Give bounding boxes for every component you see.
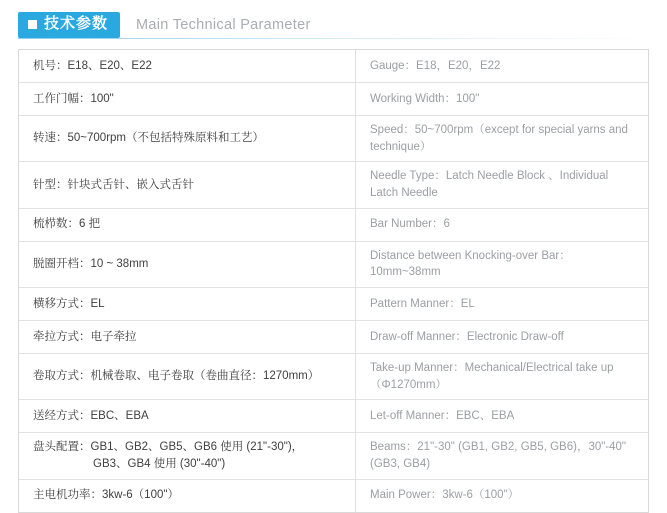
spec-label-cn-line2: GB3、GB4 使用 (30"-40") bbox=[93, 458, 226, 471]
page-title-cn: 技术参数 bbox=[44, 15, 109, 33]
spec-label-cn-multiline bbox=[19, 433, 356, 479]
spec-label-en: Speed：50~700rpm（except for special yarns and technique） bbox=[356, 116, 649, 162]
table-row bbox=[19, 50, 648, 83]
header-divider bbox=[18, 38, 649, 39]
table-row bbox=[19, 83, 648, 116]
spec-label-en: Gauge：E18，E20，E22 bbox=[356, 50, 649, 83]
spec-label-en: Pattern Manner：EL bbox=[356, 288, 649, 321]
spec-table-body bbox=[19, 50, 648, 512]
spec-label-cn: 横移方式：EL bbox=[19, 288, 356, 321]
spec-label-cn: 转速：50~700rpm（不包括特殊原料和工艺） bbox=[19, 116, 356, 162]
spec-label-cn: 针型：针块式舌针、嵌入式舌针 bbox=[19, 162, 356, 208]
spec-label-cn: 送经方式：EBC、EBA bbox=[19, 400, 356, 433]
spec-label-en: Draw-off Manner：Electronic Draw-off bbox=[356, 321, 649, 354]
table-row bbox=[19, 288, 648, 321]
spec-table bbox=[19, 50, 648, 513]
page-header bbox=[0, 0, 667, 40]
spec-label-cn: 机号：E18、E20、E22 bbox=[19, 50, 356, 83]
spec-label-cn: 卷取方式：机械卷取、电子卷取（卷曲直径：1270mm） bbox=[19, 354, 356, 400]
square-bullet-icon bbox=[28, 20, 37, 29]
spec-label-en: Distance between Knocking-over Bar：10mm~38mm bbox=[356, 241, 649, 287]
spec-label-cn: 主电机功率：3kw-6（100"） bbox=[19, 479, 356, 512]
spec-label-en: Beams：21"-30" (GB1, GB2, GB5, GB6)，30"-40" (GB3, GB4) bbox=[356, 433, 649, 479]
spec-label-en: Bar Number：6 bbox=[356, 208, 649, 241]
spec-label-cn: 工作门幅：100" bbox=[19, 83, 356, 116]
spec-label-cn: 牵拉方式：电子牵拉 bbox=[19, 321, 356, 354]
table-row bbox=[19, 162, 648, 208]
spec-label-cn: 脱圈开档：10 ~ 38mm bbox=[19, 241, 356, 287]
spec-label-en: Let-off Manner：EBC、EBA bbox=[356, 400, 649, 433]
spec-label-en: Take-up Manner：Mechanical/Electrical take up（Φ1270mm） bbox=[356, 354, 649, 400]
table-row bbox=[19, 354, 648, 400]
table-row bbox=[19, 321, 648, 354]
spec-label-en: Needle Type：Latch Needle Block 、Individual Latch Needle bbox=[356, 162, 649, 208]
spec-label-cn: 梳栉数：6 把 bbox=[19, 208, 356, 241]
spec-label-en: Working Width：100" bbox=[356, 83, 649, 116]
table-row bbox=[19, 479, 648, 512]
spec-label-en: Main Power：3kw-6（100"） bbox=[356, 479, 649, 512]
spec-table-container bbox=[18, 49, 649, 513]
spec-label-cn-lines bbox=[33, 439, 345, 472]
table-row bbox=[19, 116, 648, 162]
table-row bbox=[19, 433, 648, 479]
table-row bbox=[19, 241, 648, 287]
page-title-badge bbox=[18, 12, 120, 38]
table-row bbox=[19, 208, 648, 241]
page-title-en: Main Technical Parameter bbox=[136, 17, 311, 33]
spec-label-cn-line1: 盘头配置：GB1、GB2、GB5、GB6 使用 (21"-30")， bbox=[33, 441, 304, 454]
